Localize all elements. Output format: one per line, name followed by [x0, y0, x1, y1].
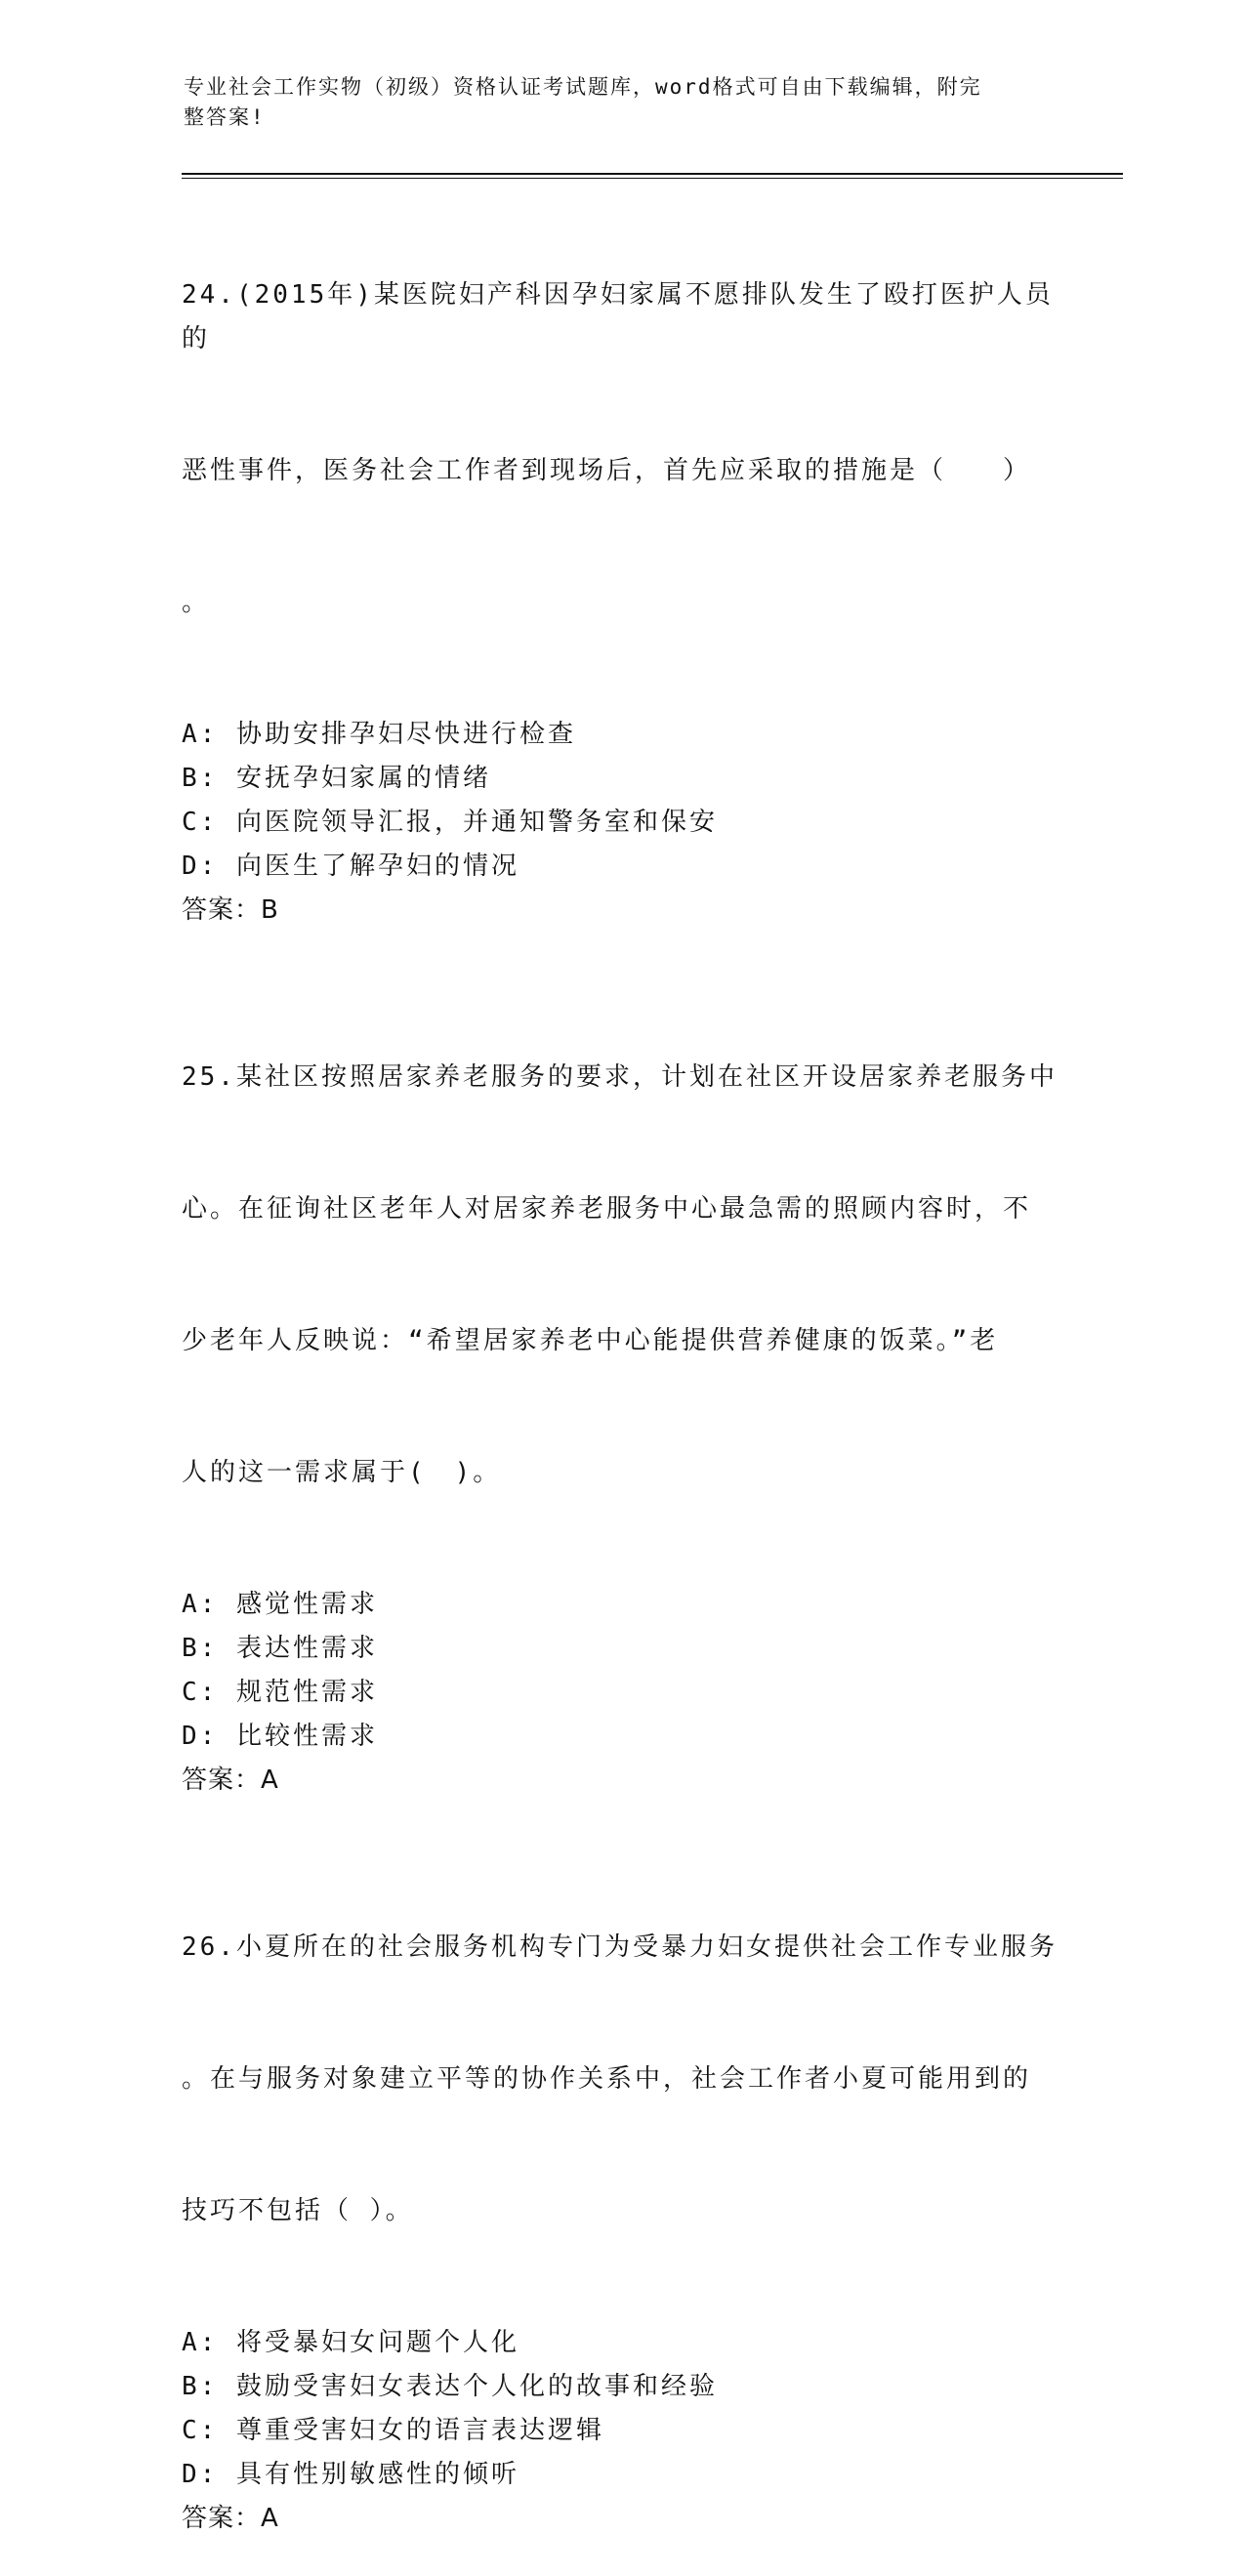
- question-list: [182, 186, 1060, 2576]
- option-a: A: 协助安排孕妇尽快进行检查: [182, 720, 576, 749]
- document-header: [184, 72, 1043, 133]
- question-line: 26.小夏所在的社会服务机构专门为受暴力妇女提供社会工作专业服务: [182, 1932, 1058, 1962]
- header-line-1: 专业社会工作实物（初级）资格认证考试题库，word格式可自由下载编辑，附完: [184, 75, 982, 99]
- question-line: 24.(2015年)某医院妇产科因孕妇家属不愿排队发生了殴打医护人员的: [182, 280, 1054, 353]
- option-d: D: 比较性需求: [182, 1722, 378, 1751]
- question-24: [182, 186, 1060, 933]
- question-line: 。在与服务对象建立平等的协作关系中，社会工作者小夏可能用到的: [182, 2064, 1032, 2094]
- question-26: [182, 1838, 1060, 2541]
- question-text: [182, 1838, 1060, 2321]
- header-line-2: 整答案!: [184, 105, 266, 129]
- answer: 答案：A: [182, 1766, 279, 1795]
- option-c: C: 规范性需求: [182, 1678, 378, 1707]
- option-b: B: 鼓励受害妇女表达个人化的故事和经验: [182, 2372, 718, 2401]
- header-rule-thin: [182, 178, 1123, 179]
- question-line: 少老年人反映说：“希望居家养老中心能提供营养健康的饭菜。”老: [182, 1326, 999, 1355]
- option-b: B: 安抚孕妇家属的情绪: [182, 764, 491, 793]
- option-c: C: 尊重受害妇女的语言表达逻辑: [182, 2416, 604, 2445]
- question-line: 25.某社区按照居家养老服务的要求，计划在社区开设居家养老服务中: [182, 1062, 1058, 1092]
- question-line: 恶性事件，医务社会工作者到现场后，首先应采取的措施是（ ）: [182, 456, 1032, 485]
- answer: 答案：A: [182, 2504, 279, 2533]
- answer: 答案：B: [182, 895, 279, 925]
- question-line: 心。在征询社区老年人对居家养老服务中心最急需的照顾内容时，不: [182, 1194, 1032, 1224]
- option-d: D: 具有性别敏感性的倾听: [182, 2460, 519, 2489]
- question-line: 人的这一需求属于( )。: [182, 1458, 502, 1487]
- question-text: [182, 186, 1060, 713]
- header-rule-thick: [182, 173, 1123, 175]
- option-a: A: 感觉性需求: [182, 1590, 378, 1619]
- option-d: D: 向医生了解孕妇的情况: [182, 852, 519, 881]
- option-b: B: 表达性需求: [182, 1634, 378, 1663]
- option-a: A: 将受暴妇女问题个人化: [182, 2328, 519, 2357]
- question-line: 。: [182, 588, 211, 617]
- question-line: 技巧不包括（ ）。: [182, 2196, 414, 2225]
- option-c: C: 向医院领导汇报，并通知警务室和保安: [182, 808, 718, 837]
- question-25: [182, 968, 1060, 1803]
- question-text: [182, 968, 1060, 1583]
